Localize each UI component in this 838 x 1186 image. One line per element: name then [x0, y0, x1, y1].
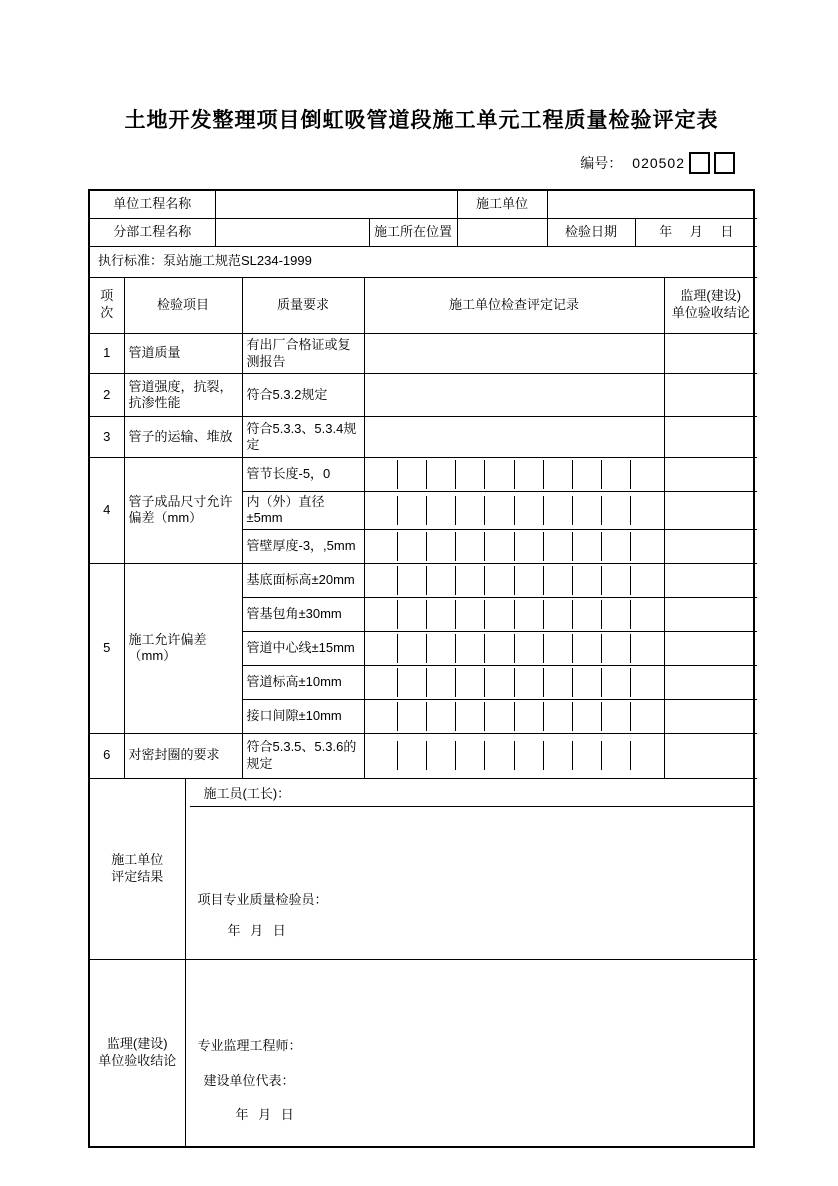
record-cell[interactable]	[364, 374, 664, 417]
inspection-item: 管子的运输、堆放	[124, 417, 242, 458]
record-cell[interactable]	[630, 634, 659, 663]
record-cell[interactable]	[369, 741, 397, 770]
inspection-item: 施工允许偏差（mm）	[124, 563, 242, 733]
col-header-item-no	[90, 278, 124, 334]
record-cell[interactable]	[572, 741, 601, 770]
supervisor-conclusion-cell[interactable]	[664, 563, 757, 597]
record-cell[interactable]	[455, 702, 484, 731]
record-cell[interactable]	[455, 634, 484, 663]
record-cell[interactable]	[514, 600, 543, 629]
record-cell[interactable]	[369, 496, 397, 525]
supervisor-signature-area[interactable]	[190, 962, 754, 1038]
row-number: 6	[90, 733, 124, 778]
record-cell[interactable]	[484, 496, 513, 525]
record-cell[interactable]	[572, 702, 601, 731]
division-project-name-label: 分部工程名称	[90, 218, 215, 246]
record-cell[interactable]	[369, 600, 397, 629]
quality-requirement: 符合5.3.5、5.3.6的规定	[242, 733, 364, 778]
record-cell[interactable]	[572, 566, 601, 595]
record-cell[interactable]	[397, 496, 426, 525]
record-cell[interactable]	[484, 634, 513, 663]
record-cells	[364, 597, 664, 631]
owner-representative-label: 建设单位代表：	[203, 1073, 295, 1088]
record-cell[interactable]	[543, 460, 572, 489]
record-cell[interactable]	[572, 532, 601, 561]
execution-standard: 执行标准：泵站施工规范SL234-1999	[90, 246, 757, 277]
record-cell[interactable]	[455, 566, 484, 595]
record-cell[interactable]	[543, 634, 572, 663]
record-cell[interactable]	[426, 460, 455, 489]
unit-project-name-value[interactable]	[215, 191, 457, 218]
record-cells	[364, 699, 664, 733]
record-cell[interactable]	[426, 600, 455, 629]
record-cell[interactable]	[484, 702, 513, 731]
record-cell[interactable]	[514, 460, 543, 489]
contractor-label-line2: 评定结果	[111, 868, 164, 884]
record-cell[interactable]	[369, 566, 397, 595]
record-cell[interactable]	[369, 634, 397, 663]
col-header-item-no-line2: 次	[100, 305, 114, 321]
record-cells	[364, 492, 664, 530]
construction-unit-label: 施工单位	[457, 191, 547, 218]
record-cell[interactable]	[601, 634, 630, 663]
record-cell[interactable]	[426, 532, 455, 561]
supervisor-conclusion-cell[interactable]	[664, 334, 757, 374]
record-cell[interactable]	[572, 668, 601, 697]
inspection-date-value[interactable]: 年 月 日	[635, 218, 757, 246]
form-title: 土地开发整理项目倒虹吸管道段施工单元工程质量检验评定表	[124, 109, 719, 132]
table-row	[90, 374, 757, 417]
supervisor-conclusion-cell[interactable]	[664, 597, 757, 631]
row-number: 1	[90, 334, 124, 374]
record-cell[interactable]	[630, 496, 659, 525]
record-cell[interactable]	[426, 496, 455, 525]
record-cells	[364, 458, 664, 492]
quality-requirement: 管道中心线±15mm	[242, 631, 364, 665]
inspection-table	[90, 278, 757, 779]
quality-requirement: 符合5.3.3、5.3.4规定	[242, 417, 364, 458]
quality-requirement: 符合5.3.2规定	[242, 374, 364, 417]
contractor-label-line1: 施工单位	[111, 851, 164, 867]
quality-requirement: 接口间隙±10mm	[242, 699, 364, 733]
supervisor-date[interactable]: 年 月 日	[235, 1107, 294, 1123]
serial-label: 编号：	[580, 155, 623, 171]
contractor-section-label	[90, 779, 185, 960]
record-cell[interactable]	[455, 532, 484, 561]
table-row	[90, 458, 757, 492]
inspection-item: 管道质量	[124, 334, 242, 374]
quality-requirement: 管壁厚度-3，,5mm	[242, 529, 364, 563]
record-cell[interactable]	[369, 460, 397, 489]
record-cell[interactable]	[514, 634, 543, 663]
record-cell[interactable]	[455, 600, 484, 629]
record-cell[interactable]	[369, 668, 397, 697]
construction-unit-value[interactable]	[547, 191, 757, 218]
record-cell[interactable]	[397, 741, 426, 770]
supervisor-conclusion-cell[interactable]	[664, 374, 757, 417]
record-cell[interactable]	[601, 702, 630, 731]
record-cell[interactable]	[455, 668, 484, 697]
record-cell[interactable]	[397, 702, 426, 731]
table-row	[90, 334, 757, 374]
record-cell[interactable]	[364, 334, 664, 374]
record-cells	[364, 733, 664, 778]
supervisor-conclusion-cell[interactable]	[664, 733, 757, 778]
record-cell[interactable]	[630, 532, 659, 561]
record-cell[interactable]	[397, 634, 426, 663]
record-cell[interactable]	[543, 741, 572, 770]
signature-table	[90, 779, 757, 1146]
record-cell[interactable]	[426, 634, 455, 663]
supervisor-conclusion-cell[interactable]	[664, 458, 757, 492]
record-cell[interactable]	[543, 668, 572, 697]
record-cell[interactable]	[484, 668, 513, 697]
record-cell[interactable]	[514, 702, 543, 731]
record-cell[interactable]	[601, 532, 630, 561]
inspection-item: 对密封圈的要求	[124, 733, 242, 778]
record-cell[interactable]	[630, 741, 659, 770]
row-number: 3	[90, 417, 124, 458]
record-cell[interactable]	[455, 741, 484, 770]
supervisor-section-label	[90, 959, 185, 1146]
inspection-item: 管道强度，抗裂，抗渗性能	[124, 374, 242, 417]
record-cells	[364, 665, 664, 699]
row-number: 5	[90, 563, 124, 733]
record-cell[interactable]	[397, 668, 426, 697]
record-cells	[364, 631, 664, 665]
record-cell[interactable]	[572, 460, 601, 489]
col-header-record: 施工单位检查评定记录	[364, 278, 664, 334]
record-cell[interactable]	[369, 702, 397, 731]
record-cell[interactable]	[364, 417, 664, 458]
record-cell[interactable]	[543, 532, 572, 561]
record-cells	[364, 563, 664, 597]
record-cell[interactable]	[601, 566, 630, 595]
record-cell[interactable]	[514, 566, 543, 595]
record-cell[interactable]	[397, 532, 426, 561]
serial-box-2[interactable]	[714, 152, 735, 174]
col-header-item: 检验项目	[124, 278, 242, 334]
contractor-section-content[interactable]	[185, 779, 757, 960]
supervising-engineer-label: 专业监理工程师：	[197, 1037, 302, 1053]
quality-requirement: 管道标高±10mm	[242, 665, 364, 699]
record-cell[interactable]	[455, 496, 484, 525]
supervisor-conclusion-cell[interactable]	[664, 492, 757, 530]
record-cell[interactable]	[514, 668, 543, 697]
supervisor-label-line2: 单位验收结论	[98, 1052, 177, 1068]
record-cells	[364, 529, 664, 563]
contractor-signature-area[interactable]	[190, 807, 754, 893]
supervisor-conclusion-cell[interactable]	[664, 529, 757, 563]
record-cell[interactable]	[601, 496, 630, 525]
supervisor-conclusion-cell[interactable]	[664, 631, 757, 665]
record-cell[interactable]	[630, 566, 659, 595]
record-cell[interactable]	[543, 702, 572, 731]
quality-requirement: 管基包角±30mm	[242, 597, 364, 631]
record-cell[interactable]	[484, 566, 513, 595]
inspection-date-label: 检验日期	[547, 218, 635, 246]
record-cell[interactable]	[630, 600, 659, 629]
record-cell[interactable]	[397, 460, 426, 489]
record-cell[interactable]	[601, 668, 630, 697]
record-cell[interactable]	[426, 566, 455, 595]
record-cell[interactable]	[630, 668, 659, 697]
record-cell[interactable]	[514, 532, 543, 561]
quality-requirement: 管节长度-5，0	[242, 458, 364, 492]
info-table	[90, 191, 757, 278]
record-cell[interactable]	[397, 600, 426, 629]
record-cell[interactable]	[514, 741, 543, 770]
record-cell[interactable]	[543, 566, 572, 595]
division-project-name-value[interactable]	[215, 218, 369, 246]
table-row	[90, 563, 757, 597]
contractor-date[interactable]: 年 月 日	[227, 923, 286, 939]
row-number: 2	[90, 374, 124, 417]
record-cell[interactable]	[572, 600, 601, 629]
record-cell[interactable]	[426, 702, 455, 731]
col-header-requirement: 质量要求	[242, 278, 364, 334]
inspection-header-row	[90, 278, 757, 334]
record-cell[interactable]	[426, 668, 455, 697]
serial-row	[88, 150, 755, 176]
col-header-item-no-line1: 项	[100, 288, 114, 304]
table-row	[90, 733, 757, 778]
unit-project-name-label: 单位工程名称	[90, 191, 215, 218]
record-cell[interactable]	[484, 532, 513, 561]
inspection-item: 管子成品尺寸允许偏差（mm）	[124, 458, 242, 564]
record-cell[interactable]	[455, 460, 484, 489]
serial-number: 020502	[632, 155, 685, 171]
quality-requirement: 基底面标高±20mm	[242, 563, 364, 597]
supervisor-conclusion-cell[interactable]	[664, 417, 757, 458]
record-cell[interactable]	[601, 460, 630, 489]
contractor-section	[90, 779, 757, 960]
record-cell[interactable]	[484, 600, 513, 629]
quality-requirement: 有出厂合格证或复测报告	[242, 334, 364, 374]
record-cell[interactable]	[543, 496, 572, 525]
record-cell[interactable]	[484, 460, 513, 489]
record-cell[interactable]	[572, 496, 601, 525]
record-cell[interactable]	[601, 741, 630, 770]
location-label: 施工所在位置	[369, 218, 457, 246]
record-cell[interactable]	[601, 600, 630, 629]
table-row	[90, 417, 757, 458]
info-row-unit	[90, 191, 757, 218]
record-cell[interactable]	[397, 566, 426, 595]
location-value[interactable]	[457, 218, 547, 246]
record-cell[interactable]	[369, 532, 397, 561]
record-cell[interactable]	[426, 741, 455, 770]
foreman-label: 施工员(工长)：	[190, 781, 754, 807]
supervisor-section-content[interactable]	[185, 959, 757, 1146]
quality-inspector-label: 项目专业质量检验员：	[197, 892, 328, 907]
record-cell[interactable]	[514, 496, 543, 525]
row-number: 4	[90, 458, 124, 564]
record-cell[interactable]	[484, 741, 513, 770]
quality-requirement: 内（外）直径±5mm	[242, 492, 364, 530]
form-frame	[88, 189, 755, 1148]
supervisor-conclusion-cell[interactable]	[664, 665, 757, 699]
col-header-supervisor	[664, 278, 757, 334]
col-header-supervisor-line2: 单位验收结论	[671, 305, 750, 321]
supervisor-section	[90, 959, 757, 1146]
info-row-division	[90, 218, 757, 246]
supervisor-conclusion-cell[interactable]	[664, 699, 757, 733]
record-cell[interactable]	[630, 702, 659, 731]
record-cell[interactable]	[630, 460, 659, 489]
record-cell[interactable]	[572, 634, 601, 663]
serial-box-1[interactable]	[689, 152, 710, 174]
record-cell[interactable]	[543, 600, 572, 629]
col-header-supervisor-line1: 监理(建设)	[680, 288, 742, 304]
form-sheet	[88, 0, 755, 1148]
info-row-standard	[90, 246, 757, 277]
supervisor-label-line1: 监理(建设)	[106, 1035, 168, 1051]
